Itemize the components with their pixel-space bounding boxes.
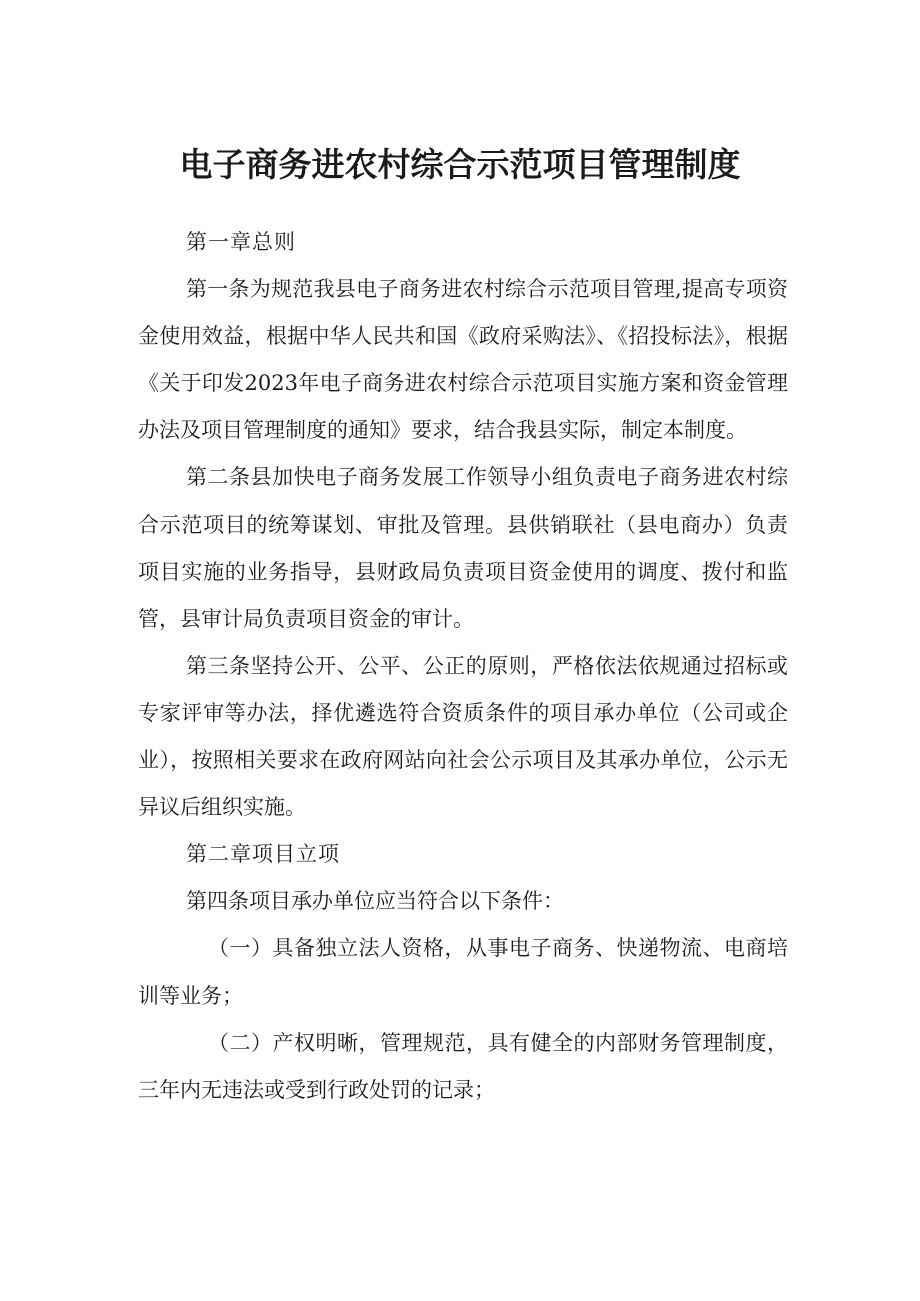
- condition-item-1: （一）具备独立法人资格，从事电子商务、快递物流、电商培训等业务；: [138, 936, 788, 1008]
- article-4: 第四条项目承办单位应当符合以下条件：: [186, 889, 564, 914]
- article-1: 第一条为规范我县电子商务进农村综合示范项目管理,提高专项资金使用效益，根据中华人民共和国《政府采购法》、《招投标法》，根据《关于印发2023年电子商务进农村综合示范项目实施方案和资金管理办法及项目管理制度的通知》要求，结合我县实际，制定本制度。: [138, 277, 788, 443]
- article-2: 第二条县加快电子商务发展工作领导小组负责电子商务进农村综合示范项目的统筹谋划、审批及管理。县供销联社（县电商办）负责项目实施的业务指导，县财政局负责项目资金使用的调度、拨付和监管，县审计局负责项目资金的审计。: [138, 465, 788, 631]
- chapter-2-heading: 第二章项目立项: [186, 842, 340, 867]
- document-title: 电子商务进农村综合示范项目管理制度: [179, 145, 741, 184]
- document-body: [138, 219, 788, 1114]
- chapter-1-heading: 第一章总则: [186, 230, 296, 254]
- condition-item-2: （二）产权明晰，管理规范，具有健全的内部财务管理制度，三年内无违法或受到行政处罚的记录；: [138, 1030, 788, 1102]
- article-3: 第三条坚持公开、公平、公正的原则，严格依法依规通过招标或专家评审等办法，择优遴选符合资质条件的项目承办单位（公司或企业），按照相关要求在政府网站向社会公示项目及其承办单位，公示无异议后组织实施。: [138, 653, 788, 820]
